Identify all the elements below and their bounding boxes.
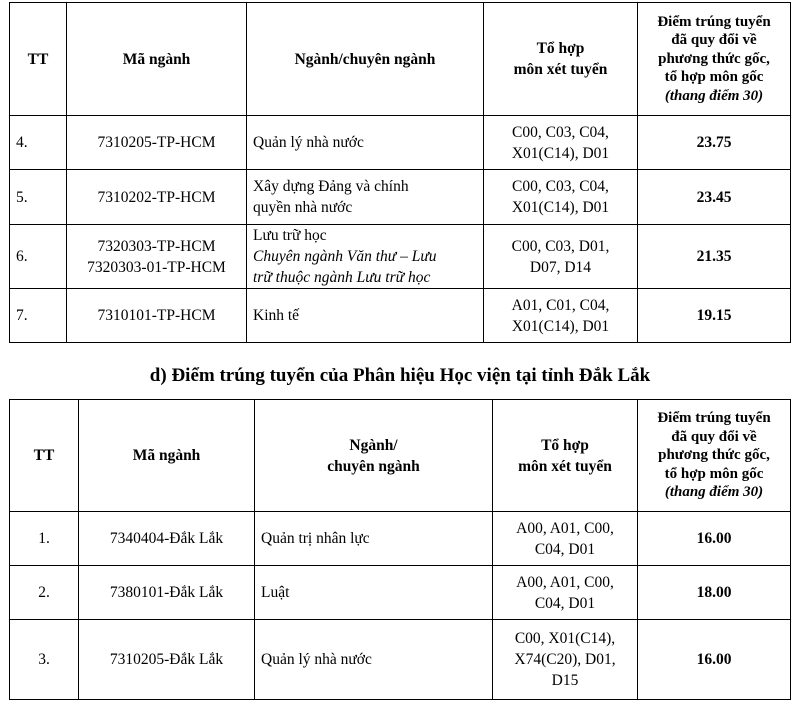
admission-table-dak-lak bbox=[9, 399, 791, 700]
table-row bbox=[10, 512, 791, 566]
section-heading: d) Điểm trúng tuyển của Phân hiệu Học viện tại tỉnh Đắk Lắk bbox=[149, 365, 651, 386]
table-header-row bbox=[10, 400, 791, 512]
table-row bbox=[10, 170, 791, 225]
col-header-tt: TT bbox=[10, 400, 79, 512]
cell-nganh: Quản lý nhà nước bbox=[247, 116, 484, 170]
cell-tt: 7. bbox=[10, 289, 67, 343]
cell-tt: 6. bbox=[10, 225, 67, 289]
cell-nganh: Kinh tế bbox=[247, 289, 484, 343]
col-header-ma-nganh: Mã ngành bbox=[67, 3, 247, 116]
col-header-tt: TT bbox=[10, 3, 67, 116]
cell-diem: 19.15 bbox=[638, 289, 791, 343]
cell-ma-nganh: 7310101-TP-HCM bbox=[67, 289, 247, 343]
table-row bbox=[10, 225, 791, 289]
cell-diem: 18.00 bbox=[638, 566, 791, 620]
cell-to-hop: C00, X01(C14), X74(C20), D01, D15 bbox=[493, 620, 638, 700]
cell-tt: 3. bbox=[10, 620, 79, 700]
cell-tt: 1. bbox=[10, 512, 79, 566]
cell-to-hop: A00, A01, C00, C04, D01 bbox=[493, 512, 638, 566]
cell-to-hop: C00, C03, C04, X01(C14), D01 bbox=[484, 170, 638, 225]
cell-diem: 21.35 bbox=[638, 225, 791, 289]
cell-diem: 16.00 bbox=[638, 620, 791, 700]
cell-ma-nganh: 7380101-Đắk Lắk bbox=[79, 566, 255, 620]
cell-nganh: Xây dựng Đảng và chính quyền nhà nước bbox=[247, 170, 484, 225]
cell-to-hop: A00, A01, C00, C04, D01 bbox=[493, 566, 638, 620]
cell-nganh: Quản lý nhà nước bbox=[255, 620, 493, 700]
col-header-to-hop: Tổ hợp môn xét tuyển bbox=[484, 3, 638, 116]
admission-table-hcm bbox=[9, 2, 791, 343]
cell-tt: 2. bbox=[10, 566, 79, 620]
col-header-diem: Điểm trúng tuyển đã quy đổi về phương thức gốc, tổ hợp môn gốc (thang điểm 30) bbox=[638, 400, 791, 512]
cell-tt: 4. bbox=[10, 116, 67, 170]
col-header-nganh: Ngành/chuyên ngành bbox=[247, 3, 484, 116]
cell-nganh: Quản trị nhân lực bbox=[255, 512, 493, 566]
cell-diem: 23.45 bbox=[638, 170, 791, 225]
cell-nganh: Lưu trữ học Chuyên ngành Văn thư – Lưu trữ thuộc ngành Lưu trữ học bbox=[247, 225, 484, 289]
cell-diem: 23.75 bbox=[638, 116, 791, 170]
table-header-row bbox=[10, 3, 791, 116]
cell-ma-nganh: 7320303-TP-HCM 7320303-01-TP-HCM bbox=[67, 225, 247, 289]
cell-to-hop: C00, C03, C04, X01(C14), D01 bbox=[484, 116, 638, 170]
cell-ma-nganh: 7310205-TP-HCM bbox=[67, 116, 247, 170]
table-row bbox=[10, 566, 791, 620]
cell-to-hop: A01, C01, C04, X01(C14), D01 bbox=[484, 289, 638, 343]
cell-ma-nganh: 7340404-Đắk Lắk bbox=[79, 512, 255, 566]
col-header-ma-nganh: Mã ngành bbox=[79, 400, 255, 512]
cell-tt: 5. bbox=[10, 170, 67, 225]
cell-ma-nganh: 7310205-Đắk Lắk bbox=[79, 620, 255, 700]
col-header-diem: Điểm trúng tuyển đã quy đổi về phương thức gốc, tổ hợp môn gốc (thang điểm 30) bbox=[638, 3, 791, 116]
cell-ma-nganh: 7310202-TP-HCM bbox=[67, 170, 247, 225]
cell-diem: 16.00 bbox=[638, 512, 791, 566]
cell-to-hop: C00, C03, D01, D07, D14 bbox=[484, 225, 638, 289]
col-header-nganh: Ngành/ chuyên ngành bbox=[255, 400, 493, 512]
table-row bbox=[10, 116, 791, 170]
cell-nganh: Luật bbox=[255, 566, 493, 620]
table-row bbox=[10, 289, 791, 343]
col-header-to-hop: Tổ hợp môn xét tuyển bbox=[493, 400, 638, 512]
table-row bbox=[10, 620, 791, 700]
